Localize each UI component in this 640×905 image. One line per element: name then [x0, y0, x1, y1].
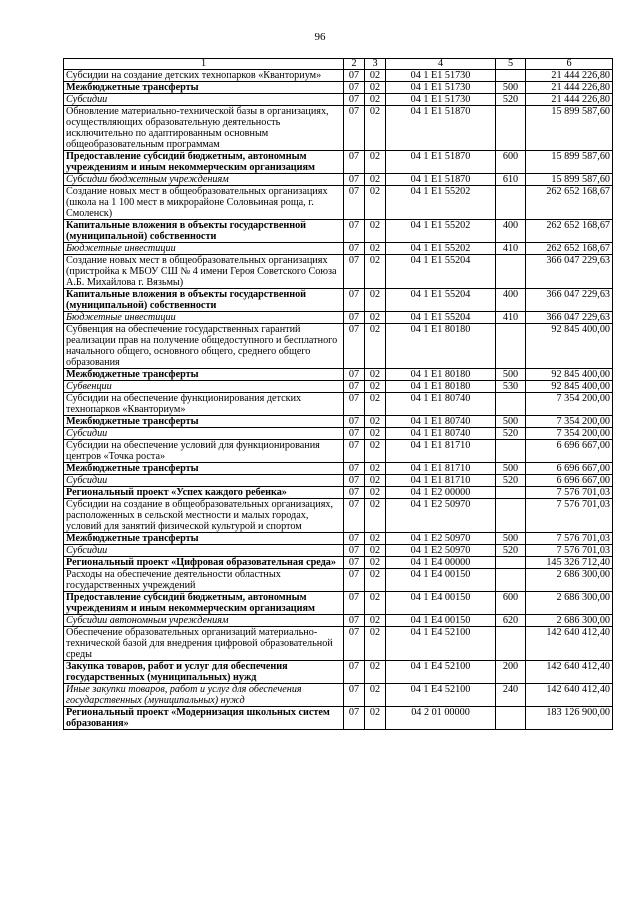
row-target-code-cell: 04 1 E2 50970 — [386, 533, 496, 545]
table-row — [64, 94, 613, 106]
row-target-code-cell: 04 1 E1 81710 — [386, 440, 496, 463]
row-target-code-cell: 04 1 E4 52100 — [386, 661, 496, 684]
row-name-cell: Субсидии на создание детских технопарков «Кванториум» — [64, 70, 344, 82]
row-target-code-cell: 04 1 E1 80180 — [386, 381, 496, 393]
row-section-cell: 07 — [344, 569, 365, 592]
table-row — [64, 487, 613, 499]
row-name-cell: Создание новых мест в общеобразовательных организациях (школа на 1 100 мест в микрорайоне Соловьиная роща, г. Смоленск) — [64, 186, 344, 220]
row-section-cell: 07 — [344, 186, 365, 220]
row-target-code-cell: 04 1 E1 80180 — [386, 369, 496, 381]
row-amount-cell: 6 696 667,00 — [526, 440, 613, 463]
table-row — [64, 106, 613, 151]
row-subsection-cell: 02 — [365, 661, 386, 684]
column-header: 5 — [496, 59, 526, 70]
row-section-cell: 07 — [344, 557, 365, 569]
row-amount-cell: 21 444 226,80 — [526, 82, 613, 94]
row-expense-type-cell — [496, 255, 526, 289]
row-target-code-cell: 04 1 E1 55202 — [386, 243, 496, 255]
row-section-cell: 07 — [344, 312, 365, 324]
table-row — [64, 533, 613, 545]
row-amount-cell: 183 126 900,00 — [526, 707, 613, 730]
table-row — [64, 416, 613, 428]
row-section-cell: 07 — [344, 661, 365, 684]
row-section-cell: 07 — [344, 499, 365, 533]
row-amount-cell: 262 652 168,67 — [526, 186, 613, 220]
budget-table — [63, 58, 613, 730]
row-amount-cell: 2 686 300,00 — [526, 569, 613, 592]
row-target-code-cell: 04 1 E1 81710 — [386, 463, 496, 475]
row-name-cell: Субсидии на обеспечение условий для функционирования центров «Точка роста» — [64, 440, 344, 463]
row-target-code-cell: 04 1 E1 51870 — [386, 106, 496, 151]
row-name-cell: Межбюджетные трансферты — [64, 82, 344, 94]
row-name-cell: Бюджетные инвестиции — [64, 243, 344, 255]
table-header-row — [64, 59, 613, 70]
row-name-cell: Обновление материально-технической базы в организациях, осуществляющих образовательную деятельность исключительно по адаптированным основным общеобразовательным программам — [64, 106, 344, 151]
row-target-code-cell: 04 1 E1 55202 — [386, 220, 496, 243]
row-amount-cell: 366 047 229,63 — [526, 312, 613, 324]
row-name-cell: Создание новых мест в общеобразовательных организациях (пристройка к МБОУ СШ № 4 имени Героя Советского Союза А.Б. Михайлова г. Вязьмы) — [64, 255, 344, 289]
row-amount-cell: 6 696 667,00 — [526, 463, 613, 475]
row-target-code-cell: 04 1 E1 80740 — [386, 416, 496, 428]
row-section-cell: 07 — [344, 707, 365, 730]
row-amount-cell: 92 845 400,00 — [526, 369, 613, 381]
row-section-cell: 07 — [344, 324, 365, 369]
row-section-cell: 07 — [344, 243, 365, 255]
row-subsection-cell: 02 — [365, 324, 386, 369]
row-expense-type-cell: 530 — [496, 381, 526, 393]
row-target-code-cell: 04 1 E1 80740 — [386, 393, 496, 416]
row-target-code-cell: 04 1 E2 00000 — [386, 487, 496, 499]
row-amount-cell: 6 696 667,00 — [526, 475, 613, 487]
row-section-cell: 07 — [344, 82, 365, 94]
row-expense-type-cell — [496, 440, 526, 463]
row-amount-cell: 92 845 400,00 — [526, 381, 613, 393]
row-name-cell: Обеспечение образовательных организаций материально-технической базой для внедрения цифровой образовательной среды — [64, 627, 344, 661]
row-expense-type-cell: 500 — [496, 416, 526, 428]
row-subsection-cell: 02 — [365, 557, 386, 569]
row-subsection-cell: 02 — [365, 255, 386, 289]
row-expense-type-cell: 520 — [496, 475, 526, 487]
row-subsection-cell: 02 — [365, 684, 386, 707]
row-amount-cell: 366 047 229,63 — [526, 289, 613, 312]
table-row — [64, 393, 613, 416]
row-subsection-cell: 02 — [365, 428, 386, 440]
row-subsection-cell: 02 — [365, 70, 386, 82]
row-expense-type-cell: 500 — [496, 463, 526, 475]
row-name-cell: Субсидии на обеспечение функционирования детских технопарков «Кванториум» — [64, 393, 344, 416]
row-expense-type-cell — [496, 324, 526, 369]
row-name-cell: Капитальные вложения в объекты государственной (муниципальной) собственности — [64, 289, 344, 312]
row-target-code-cell: 04 1 E1 80180 — [386, 324, 496, 369]
row-expense-type-cell: 400 — [496, 289, 526, 312]
table-row — [64, 82, 613, 94]
row-amount-cell: 21 444 226,80 — [526, 94, 613, 106]
row-section-cell: 07 — [344, 106, 365, 151]
row-name-cell: Закупка товаров, работ и услуг для обеспечения государственных (муниципальных) нужд — [64, 661, 344, 684]
row-name-cell: Региональный проект «Цифровая образовательная среда» — [64, 557, 344, 569]
table-row — [64, 151, 613, 174]
table-row — [64, 312, 613, 324]
row-amount-cell: 7 576 701,03 — [526, 533, 613, 545]
row-subsection-cell: 02 — [365, 174, 386, 186]
row-name-cell: Субсидии — [64, 545, 344, 557]
row-expense-type-cell — [496, 557, 526, 569]
row-section-cell: 07 — [344, 416, 365, 428]
row-amount-cell: 15 899 587,60 — [526, 174, 613, 186]
column-header: 3 — [365, 59, 386, 70]
row-subsection-cell: 02 — [365, 220, 386, 243]
row-subsection-cell: 02 — [365, 592, 386, 615]
row-name-cell: Иные закупки товаров, работ и услуг для обеспечения государственных (муниципальных) нужд — [64, 684, 344, 707]
row-expense-type-cell: 520 — [496, 428, 526, 440]
row-target-code-cell: 04 1 E1 51730 — [386, 82, 496, 94]
row-target-code-cell: 04 1 E4 52100 — [386, 627, 496, 661]
row-expense-type-cell: 500 — [496, 533, 526, 545]
row-subsection-cell: 02 — [365, 463, 386, 475]
row-subsection-cell: 02 — [365, 440, 386, 463]
row-subsection-cell: 02 — [365, 94, 386, 106]
row-amount-cell: 366 047 229,63 — [526, 255, 613, 289]
row-amount-cell: 7 576 701,03 — [526, 499, 613, 533]
table-row — [64, 475, 613, 487]
row-target-code-cell: 04 1 E1 55204 — [386, 255, 496, 289]
table-row — [64, 324, 613, 369]
row-expense-type-cell: 200 — [496, 661, 526, 684]
row-expense-type-cell: 240 — [496, 684, 526, 707]
row-amount-cell: 2 686 300,00 — [526, 615, 613, 627]
row-subsection-cell: 02 — [365, 569, 386, 592]
row-amount-cell: 145 326 712,40 — [526, 557, 613, 569]
row-section-cell: 07 — [344, 393, 365, 416]
row-section-cell: 07 — [344, 475, 365, 487]
row-expense-type-cell: 500 — [496, 369, 526, 381]
table-row — [64, 545, 613, 557]
row-expense-type-cell: 600 — [496, 592, 526, 615]
table-row — [64, 569, 613, 592]
row-name-cell: Субсидии автономным учреждениям — [64, 615, 344, 627]
row-target-code-cell: 04 1 E1 51870 — [386, 151, 496, 174]
row-target-code-cell: 04 1 E1 55204 — [386, 289, 496, 312]
row-name-cell: Субвенции — [64, 381, 344, 393]
row-target-code-cell: 04 1 E4 00000 — [386, 557, 496, 569]
row-expense-type-cell — [496, 186, 526, 220]
table-row — [64, 243, 613, 255]
table-row — [64, 369, 613, 381]
row-name-cell: Региональный проект «Модернизация школьных систем образования» — [64, 707, 344, 730]
table-row — [64, 684, 613, 707]
row-subsection-cell: 02 — [365, 151, 386, 174]
row-expense-type-cell: 400 — [496, 220, 526, 243]
table-row — [64, 220, 613, 243]
row-expense-type-cell — [496, 70, 526, 82]
page-number: 96 — [314, 31, 326, 43]
row-subsection-cell: 02 — [365, 381, 386, 393]
row-subsection-cell: 02 — [365, 82, 386, 94]
row-expense-type-cell: 410 — [496, 243, 526, 255]
table-row — [64, 592, 613, 615]
row-name-cell: Межбюджетные трансферты — [64, 533, 344, 545]
table-row — [64, 661, 613, 684]
table-row — [64, 428, 613, 440]
row-section-cell: 07 — [344, 151, 365, 174]
row-section-cell: 07 — [344, 463, 365, 475]
row-section-cell: 07 — [344, 289, 365, 312]
row-subsection-cell: 02 — [365, 312, 386, 324]
row-name-cell: Расходы на обеспечение деятельности областных государственных учреждений — [64, 569, 344, 592]
row-expense-type-cell: 500 — [496, 82, 526, 94]
row-expense-type-cell: 610 — [496, 174, 526, 186]
table-row — [64, 463, 613, 475]
table-row — [64, 499, 613, 533]
table-row — [64, 440, 613, 463]
row-subsection-cell: 02 — [365, 289, 386, 312]
table-row — [64, 615, 613, 627]
row-section-cell: 07 — [344, 381, 365, 393]
row-amount-cell: 142 640 412,40 — [526, 661, 613, 684]
row-amount-cell: 15 899 587,60 — [526, 151, 613, 174]
table-row — [64, 70, 613, 82]
table-row — [64, 255, 613, 289]
row-amount-cell: 7 576 701,03 — [526, 545, 613, 557]
row-section-cell: 07 — [344, 440, 365, 463]
column-header: 2 — [344, 59, 365, 70]
row-expense-type-cell: 520 — [496, 94, 526, 106]
table-row — [64, 627, 613, 661]
row-target-code-cell: 04 1 E1 51730 — [386, 70, 496, 82]
row-subsection-cell: 02 — [365, 369, 386, 381]
row-amount-cell: 7 576 701,03 — [526, 487, 613, 499]
row-subsection-cell: 02 — [365, 499, 386, 533]
row-name-cell: Предоставление субсидий бюджетным, автономным учреждениям и иным некоммерческим организациям — [64, 592, 344, 615]
row-subsection-cell: 02 — [365, 393, 386, 416]
row-name-cell: Субвенция на обеспечение государственных гарантий реализации прав на получение общедоступного и бесплатного начального общего, основного общего, среднего общего образования — [64, 324, 344, 369]
table-row — [64, 381, 613, 393]
table-row — [64, 174, 613, 186]
row-amount-cell: 142 640 412,40 — [526, 627, 613, 661]
row-amount-cell: 142 640 412,40 — [526, 684, 613, 707]
row-subsection-cell: 02 — [365, 416, 386, 428]
row-section-cell: 07 — [344, 70, 365, 82]
row-subsection-cell: 02 — [365, 533, 386, 545]
column-header: 4 — [386, 59, 496, 70]
row-section-cell: 07 — [344, 615, 365, 627]
row-expense-type-cell: 600 — [496, 151, 526, 174]
row-target-code-cell: 04 1 E1 81710 — [386, 475, 496, 487]
row-target-code-cell: 04 1 E2 50970 — [386, 545, 496, 557]
table-row — [64, 289, 613, 312]
row-expense-type-cell — [496, 707, 526, 730]
row-expense-type-cell — [496, 569, 526, 592]
row-amount-cell: 262 652 168,67 — [526, 243, 613, 255]
row-name-cell: Капитальные вложения в объекты государственной (муниципальной) собственности — [64, 220, 344, 243]
row-name-cell: Бюджетные инвестиции — [64, 312, 344, 324]
row-target-code-cell: 04 1 E4 52100 — [386, 684, 496, 707]
row-section-cell: 07 — [344, 545, 365, 557]
row-amount-cell: 7 354 200,00 — [526, 416, 613, 428]
row-name-cell: Региональный проект «Успех каждого ребенка» — [64, 487, 344, 499]
table-row — [64, 186, 613, 220]
row-amount-cell: 262 652 168,67 — [526, 220, 613, 243]
row-expense-type-cell: 620 — [496, 615, 526, 627]
table-row — [64, 707, 613, 730]
row-amount-cell: 92 845 400,00 — [526, 324, 613, 369]
column-header: 1 — [64, 59, 344, 70]
row-section-cell: 07 — [344, 94, 365, 106]
row-target-code-cell: 04 1 E1 55204 — [386, 312, 496, 324]
budget-table-body — [64, 59, 613, 730]
row-target-code-cell: 04 2 01 00000 — [386, 707, 496, 730]
row-name-cell: Межбюджетные трансферты — [64, 463, 344, 475]
row-subsection-cell: 02 — [365, 243, 386, 255]
row-expense-type-cell — [496, 106, 526, 151]
row-expense-type-cell — [496, 627, 526, 661]
row-section-cell: 07 — [344, 533, 365, 545]
row-subsection-cell: 02 — [365, 615, 386, 627]
row-subsection-cell: 02 — [365, 627, 386, 661]
row-subsection-cell: 02 — [365, 186, 386, 220]
row-section-cell: 07 — [344, 428, 365, 440]
row-name-cell: Субсидии бюджетным учреждениям — [64, 174, 344, 186]
row-name-cell: Межбюджетные трансферты — [64, 369, 344, 381]
row-subsection-cell: 02 — [365, 106, 386, 151]
row-name-cell: Субсидии — [64, 94, 344, 106]
row-amount-cell: 2 686 300,00 — [526, 592, 613, 615]
row-target-code-cell: 04 1 E4 00150 — [386, 569, 496, 592]
row-subsection-cell: 02 — [365, 475, 386, 487]
row-target-code-cell: 04 1 E1 51730 — [386, 94, 496, 106]
row-section-cell: 07 — [344, 174, 365, 186]
row-target-code-cell: 04 1 E1 55202 — [386, 186, 496, 220]
row-amount-cell: 21 444 226,80 — [526, 70, 613, 82]
row-section-cell: 07 — [344, 369, 365, 381]
row-expense-type-cell — [496, 393, 526, 416]
row-subsection-cell: 02 — [365, 707, 386, 730]
row-name-cell: Субсидии — [64, 475, 344, 487]
row-expense-type-cell — [496, 487, 526, 499]
row-amount-cell: 15 899 587,60 — [526, 106, 613, 151]
row-name-cell: Межбюджетные трансферты — [64, 416, 344, 428]
row-name-cell: Субсидии на создание в общеобразовательных организациях, расположенных в сельской местности и малых городах, условий для занятий физической культурой и спортом — [64, 499, 344, 533]
row-amount-cell: 7 354 200,00 — [526, 393, 613, 416]
row-section-cell: 07 — [344, 255, 365, 289]
row-name-cell: Субсидии — [64, 428, 344, 440]
row-expense-type-cell — [496, 499, 526, 533]
row-expense-type-cell: 410 — [496, 312, 526, 324]
column-header: 6 — [526, 59, 613, 70]
row-target-code-cell: 04 1 E1 51870 — [386, 174, 496, 186]
row-target-code-cell: 04 1 E1 80740 — [386, 428, 496, 440]
row-section-cell: 07 — [344, 220, 365, 243]
row-amount-cell: 7 354 200,00 — [526, 428, 613, 440]
row-section-cell: 07 — [344, 487, 365, 499]
row-target-code-cell: 04 1 E2 50970 — [386, 499, 496, 533]
row-section-cell: 07 — [344, 684, 365, 707]
row-expense-type-cell: 520 — [496, 545, 526, 557]
row-subsection-cell: 02 — [365, 487, 386, 499]
row-subsection-cell: 02 — [365, 545, 386, 557]
row-target-code-cell: 04 1 E4 00150 — [386, 615, 496, 627]
row-target-code-cell: 04 1 E4 00150 — [386, 592, 496, 615]
row-section-cell: 07 — [344, 627, 365, 661]
row-name-cell: Предоставление субсидий бюджетным, автономным учреждениям и иным некоммерческим организациям — [64, 151, 344, 174]
row-section-cell: 07 — [344, 592, 365, 615]
table-row — [64, 557, 613, 569]
